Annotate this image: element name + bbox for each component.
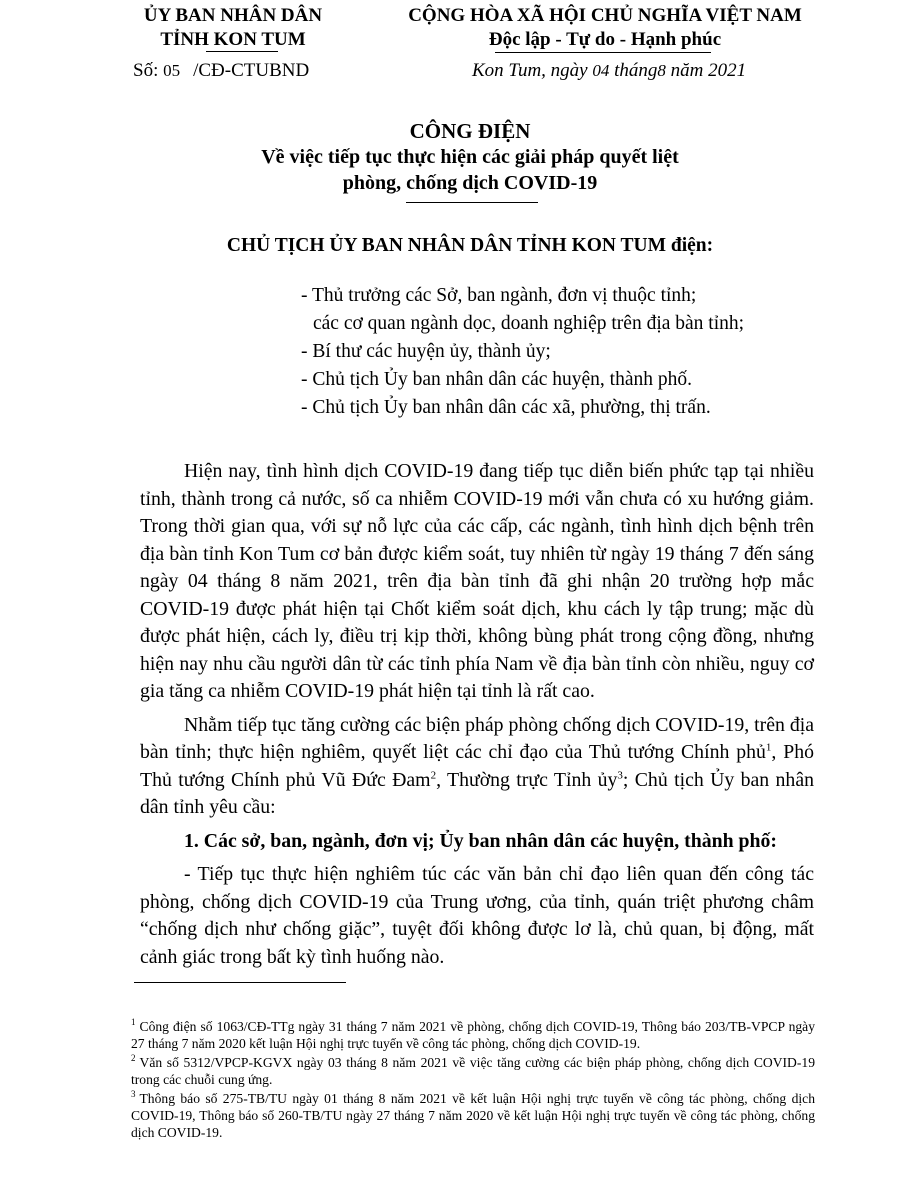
body-paragraph-2 — [140, 712, 814, 822]
footnote-text: Văn số 5312/VPCP-KGVX ngày 03 tháng 8 năm 2021 về việc tăng cường các biện pháp phòng, chống dịch COVID-19 trong các chuỗi cung ứng. — [131, 1055, 815, 1087]
footnote-number: 3 — [131, 1089, 136, 1100]
issuer-line-1: ỦY BAN NHÂN DÂN — [143, 5, 323, 26]
recipient-item: các cơ quan ngành dọc, doanh nghiệp trên địa bàn tỉnh; — [313, 313, 745, 334]
footnote-text: Thông báo số 275-TB/TU ngày 01 tháng 8 năm 2021 về kết luận Hội nghị trực tuyến về công tác phòng, chống dịch COVID-19, Thông báo số 260-TB/TU ngày 27 tháng 7 năm 2020 về kết luận Hội nghị trực tuyến về công tác phòng, chống dịch COVID-19. — [131, 1091, 815, 1140]
footnote-ref-1: 1 — [765, 741, 772, 754]
title-underline — [406, 202, 538, 203]
footnote-separator — [134, 982, 346, 983]
footnote-ref-3: 3 — [617, 768, 623, 781]
p2-text-b: , Phó Thủ tướng Chính phủ Vũ Đức Đam — [140, 741, 814, 791]
footnote-number: 2 — [131, 1053, 136, 1064]
date-month: 8 — [657, 61, 666, 80]
date-day: 04 — [592, 61, 610, 80]
footnote-item — [131, 1054, 815, 1088]
body-paragraph-1: Hiện nay, tình hình dịch COVID-19 đang tiếp tục diễn biến phức tạp tại nhiều tỉnh, thành trong cả nước, số ca nhiễm COVID-19 mới vẫn chưa có xu hướng giảm. Trong thời gian qua, với sự nỗ lực của các cấp, các ngành, tình hình dịch bệnh trên địa bàn tỉnh Kon Tum cơ bản được kiểm soát, tuy nhiên từ ngày 19 tháng 7 đến sáng ngày 04 tháng 8 năm 2021, trên địa bàn tỉnh đã ghi nhận 20 trường hợp mắc COVID-19 được phát hiện tại Chốt kiểm soát dịch, khu cách ly tập trung; mặc dù được phát hiện, cách ly, điều trị kịp thời, không bùng phát trong cộng đồng, nhưng hiện nay nhu cầu người dân từ các tỉnh phía Nam về địa bàn tỉnh còn nhiều, nguy cơ gia tăng ca nhiễm COVID-19 phát hiện tại tỉnh là rất cao. — [140, 460, 814, 702]
place-date — [472, 60, 746, 82]
title-main: CÔNG ĐIỆN — [409, 119, 531, 143]
title-line-2: Về việc tiếp tục thực hiện các giải pháp quyết liệt — [261, 146, 679, 168]
footnote-item — [131, 1018, 815, 1052]
document-number-prefix: Số: — [133, 60, 159, 81]
recipient-list — [301, 282, 744, 422]
footnote-ref-2: 2 — [430, 768, 437, 781]
issuer-header — [128, 4, 338, 52]
title-line-3: phòng, chống dịch COVID-19 — [342, 172, 598, 194]
footnote-item — [131, 1090, 815, 1141]
p2-text-d: ; Chủ tịch Ủy ban nhân dân tỉnh yêu cầu: — [140, 768, 814, 818]
footnote-text: Công điện số 1063/CĐ-TTg ngày 31 tháng 7 năm 2021 về phòng, chống dịch COVID-19, Thông báo 203/TB-VPCP ngày 27 tháng 7 năm 2020 kết luận Hội nghị trực tuyến về công tác phòng, chống dịch COVID-19. — [131, 1019, 815, 1051]
document-number-value: 05 — [163, 61, 181, 80]
date-year: năm 2021 — [670, 60, 747, 81]
date-month-label: tháng — [614, 60, 658, 81]
document-body — [140, 458, 814, 971]
issuer-line-2: TỈNH KON TUM — [160, 29, 306, 50]
recipient-item: - Chủ tịch Ủy ban nhân dân các xã, phường, thị trấn. — [301, 397, 711, 418]
section-heading-1: 1. Các sở, ban, ngành, đơn vị; Ủy ban nhân dân các huyện, thành phố: — [184, 829, 778, 852]
document-title — [140, 118, 800, 196]
document-number-suffix: /CĐ-CTUBND — [193, 60, 310, 81]
document-number — [133, 60, 309, 82]
recipient-item: - Thủ trưởng các Sở, ban ngành, đơn vị thuộc tỉnh; — [301, 285, 697, 306]
footnote-number: 1 — [131, 1017, 136, 1028]
addresser: CHỦ TỊCH ỦY BAN NHÂN DÂN TỈNH KON TUM điện: — [226, 235, 714, 256]
body-paragraph-3: - Tiếp tục thực hiện nghiêm túc các văn bản chỉ đạo liên quan đến công tác phòng, chống dịch COVID-19 của Trung ương, của tỉnh, quán triệt phương châm “chống dịch như chống giặc”, tuyệt đối không được lơ là, chủ quan, bị động, mất cảnh giác trong bất kỳ tình huống nào. — [140, 863, 814, 968]
national-header — [370, 4, 840, 52]
footnotes — [131, 1018, 815, 1141]
p2-text-c: , Thường trực Tỉnh ủy — [436, 768, 618, 791]
national-motto: Độc lập - Tự do - Hạnh phúc — [488, 29, 722, 50]
recipient-item: - Chủ tịch Ủy ban nhân dân các huyện, thành phố. — [301, 369, 692, 390]
motto-underline — [495, 52, 711, 53]
recipient-item: - Bí thư các huyện ủy, thành ủy; — [301, 341, 551, 362]
national-name: CỘNG HÒA XÃ HỘI CHỦ NGHĨA VIỆT NAM — [408, 5, 802, 26]
issuer-underline — [206, 51, 278, 52]
place-date-prefix: Kon Tum, ngày — [472, 60, 588, 81]
p2-text-a: Nhằm tiếp tục tăng cường các biện pháp phòng chống dịch COVID-19, trên địa bàn tỉnh; thực hiện nghiêm, quyết liệt các chỉ đạo của Thủ tướng Chính phủ — [140, 713, 814, 763]
